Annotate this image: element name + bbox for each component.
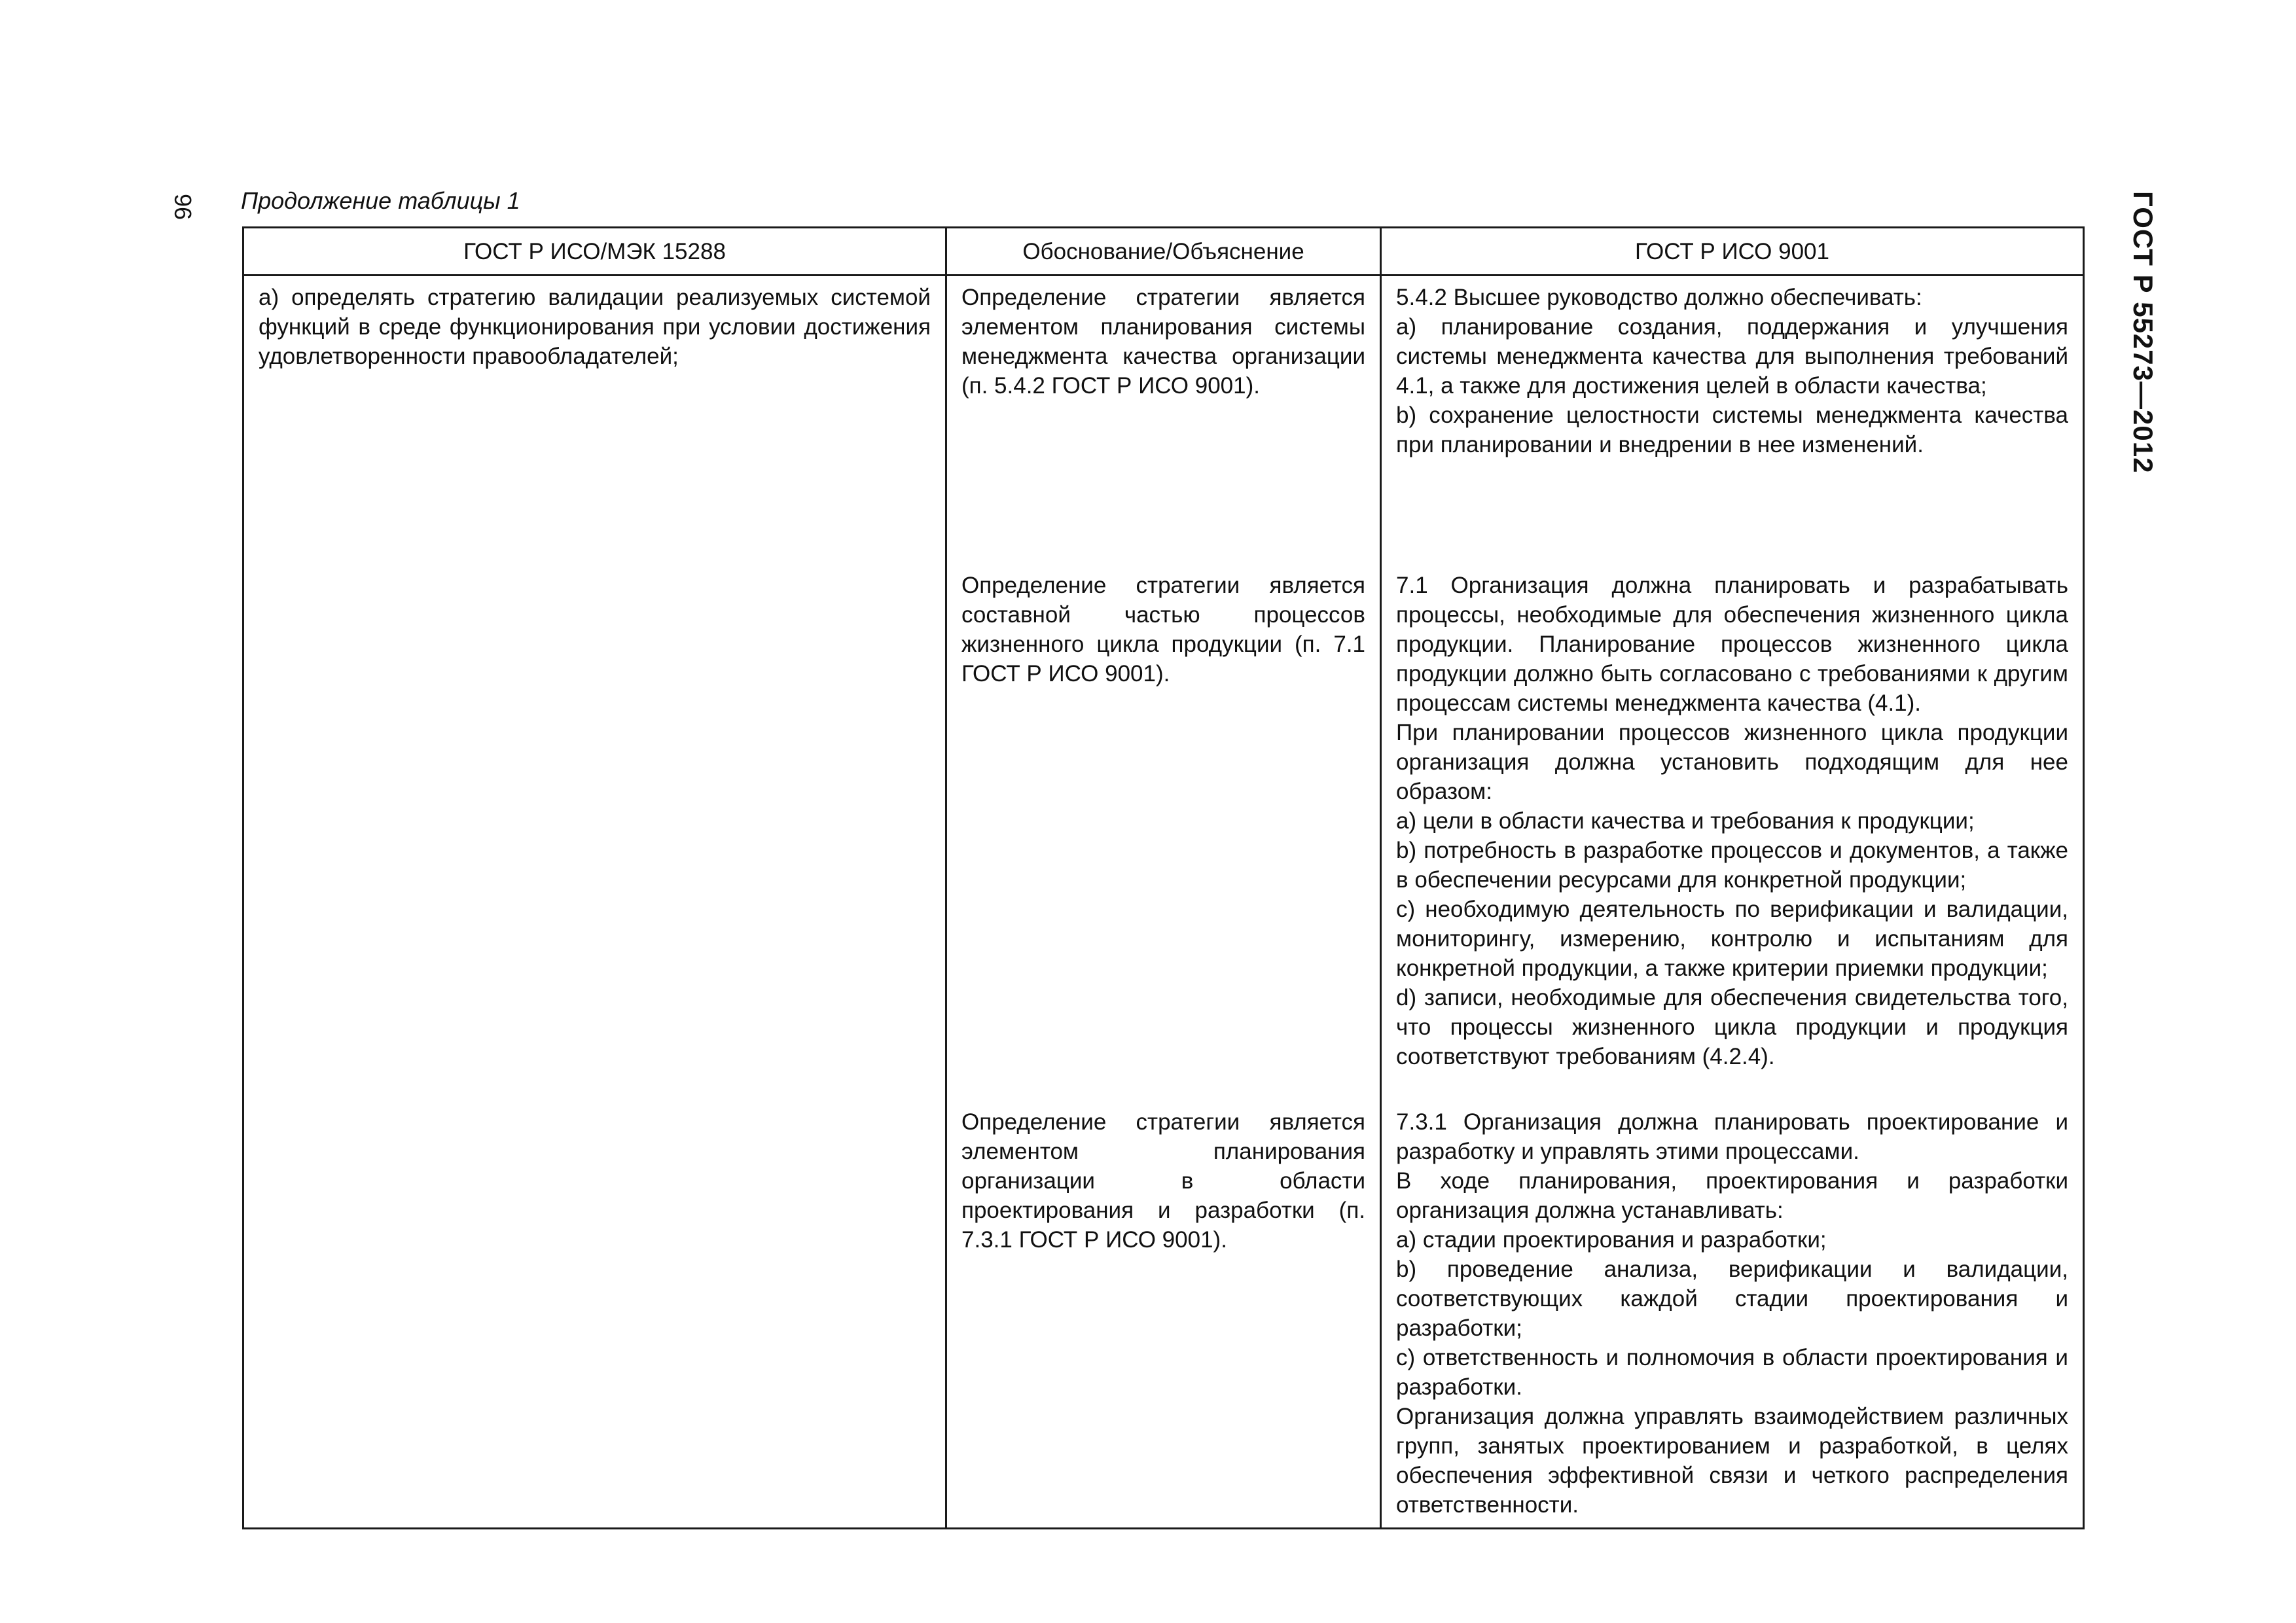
header-iso-9001: ГОСТ Р ИСО 9001 (1381, 228, 2084, 276)
justification-block-1 (961, 276, 1365, 564)
justification-text: Определение стратегии является элементом планирования организации в области проектирования и разработки (п. 7.3.1 ГОСТ Р ИСО 9001). (961, 1109, 1365, 1253)
iso-9001-paragraph: 7.1 Организация должна планировать и разрабатывать процессы, необходимые для обеспечения жизненного цикла продукции. Планирование процессов жизненного цикла продукции должно быть согласовано с требованиями к другим процессам системы менеджмента качества (4.1). (1396, 573, 2068, 716)
justification-block-2 (961, 564, 1365, 1101)
iso-15288-requirement (243, 276, 946, 1529)
requirement-text: а) определять стратегию валидации реализуемых системой функций в среде функционирования при условии достижения удовлетворенности правообладателей; (259, 285, 931, 369)
justification-text: Определение стратегии является элементом планирования системы менеджмента качества организации (п. 5.4.2 ГОСТ Р ИСО 9001). (961, 285, 1365, 399)
justification-text: Определение стратегии является составной частью процессов жизненного цикла продукции (п. 7.1 ГОСТ Р ИСО 9001). (961, 573, 1365, 687)
document-designation: ГОСТ Р 55273—2012 (2128, 191, 2159, 474)
justification-block-3 (961, 1101, 1365, 1255)
iso-9001-block-1 (1396, 276, 2068, 564)
iso-9001-paragraph: а) стадии проектирования и разработки; (1396, 1227, 1827, 1253)
iso-9001-paragraph: Организация должна управлять взаимодействием различных групп, занятых проектированием и разработкой, в целях обеспечения эффективной связи и четкого распределения ответственности. (1396, 1404, 2068, 1518)
page-number: 96 (170, 194, 196, 221)
iso-9001-paragraph: 7.3.1 Организация должна планировать проектирование и разработку и управлять этими процессами. (1396, 1109, 2068, 1164)
justification-cell (946, 276, 1381, 1529)
iso-9001-paragraph: 5.4.2 Высшее руководство должно обеспечивать: (1396, 285, 1922, 310)
iso-9001-paragraph: b) потребность в разработке процессов и документов, а также в обеспечении ресурсами для конкретной продукции; (1396, 838, 2068, 893)
iso-9001-paragraph: d) записи, необходимые для обеспечения свидетельства того, что процессы жизненного цикла продукции и продукция соответствуют требованиям (4.2.4). (1396, 985, 2068, 1069)
header-iso-iec-15288: ГОСТ Р ИСО/МЭК 15288 (243, 228, 946, 276)
table-continuation-caption: Продолжение таблицы 1 (241, 187, 520, 214)
iso-9001-paragraph: При планировании процессов жизненного цикла продукции организация должна установить подходящим для нее образом: (1396, 720, 2068, 804)
iso-9001-paragraph: а) планирование создания, поддержания и улучшения системы менеджмента качества для выполнения требований 4.1, а также для достижения целей в области качества; (1396, 314, 2068, 399)
comparison-table (242, 226, 2085, 1529)
iso-9001-paragraph: c) необходимую деятельность по верификации и валидации, мониторингу, измерению, контролю и испытаниям для конкретной продукции, а также критерии приемки продукции; (1396, 897, 2068, 981)
iso-9001-paragraph: а) цели в области качества и требования к продукции; (1396, 808, 1975, 834)
iso-9001-block-2 (1396, 564, 2068, 1101)
iso-9001-cell (1381, 276, 2084, 1529)
iso-9001-paragraph: b) сохранение целостности системы менеджмента качества при планировании и внедрении в нее изменений. (1396, 402, 2068, 457)
iso-9001-paragraph: В ходе планирования, проектирования и разработки организация должна устанавливать: (1396, 1168, 2068, 1223)
iso-9001-block-3 (1396, 1101, 2068, 1527)
table-header-row (243, 228, 2084, 276)
iso-9001-paragraph: b) проведение анализа, верификации и валидации, соответствующих каждой стадии проектирования и разработки; (1396, 1257, 2068, 1341)
iso-9001-paragraph: c) ответственность и полномочия в области проектирования и разработки. (1396, 1345, 2068, 1400)
table-row (243, 276, 2084, 1529)
header-justification: Обоснование/Объяснение (946, 228, 1381, 276)
